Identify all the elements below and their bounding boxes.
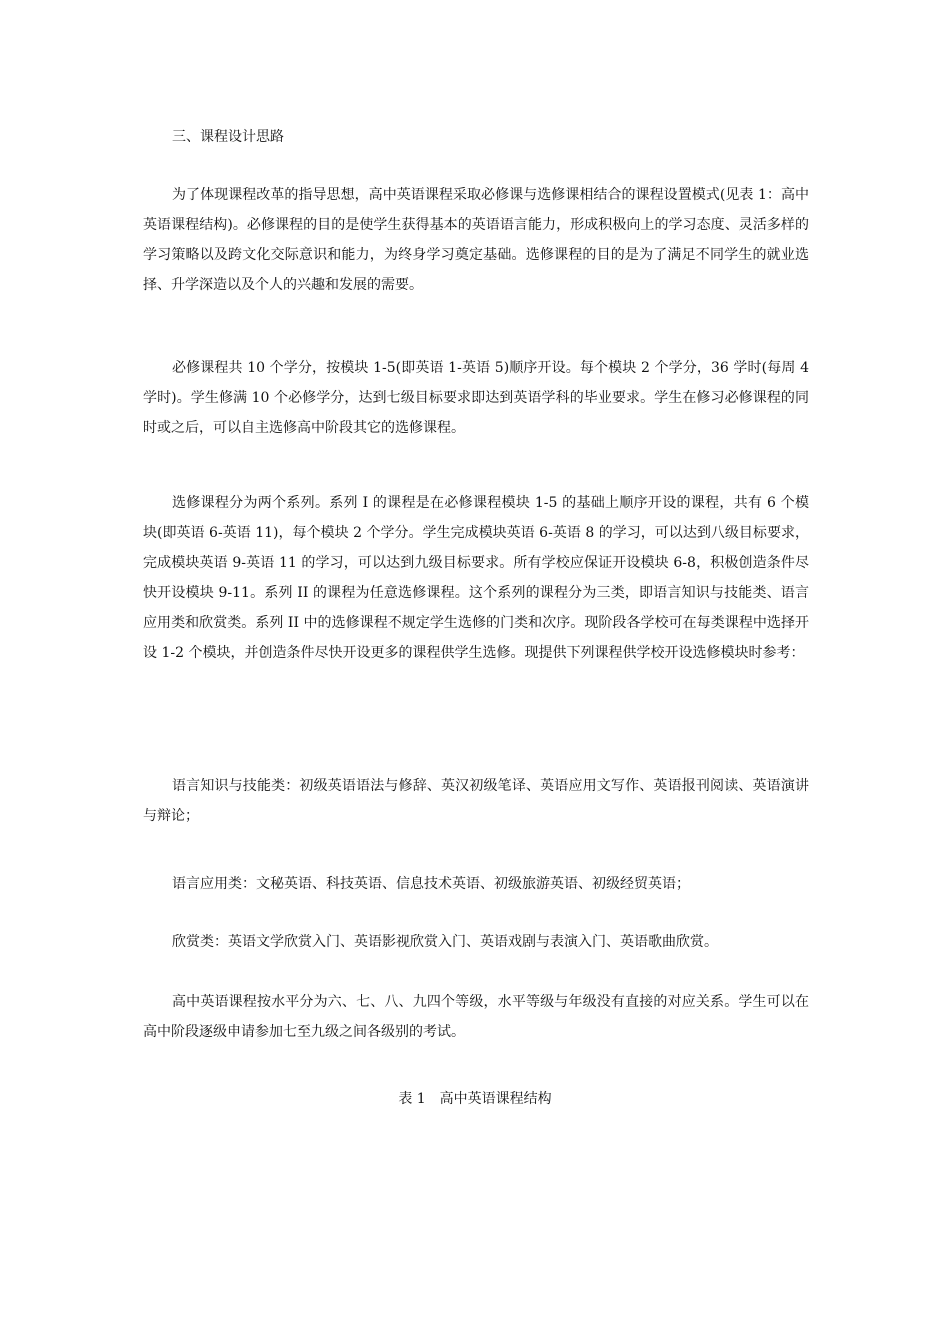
paragraph-language-skills-category: 语言知识与技能类：初级英语语法与修辞、英汉初级笔译、英语应用文写作、英语报刊阅读、英语演讲与辩论； — [143, 778, 809, 824]
section-heading: 三、课程设计思路 — [172, 129, 284, 145]
paragraph-appreciation-category: 欣赏类：英语文学欣赏入门、英语影视欣赏入门、英语戏剧与表演入门、英语歌曲欣赏。 — [172, 934, 718, 950]
paragraph-course-structure: 为了体现课程改革的指导思想，高中英语课程采取必修课与选修课相结合的课程设置模式(见表 1：高中英语课程结构)。必修课程的目的是使学生获得基本的英语语言能力，形成积极向上的学习态度、灵活多样的学习策略以及跨文化交际意识和能力，为终身学习奠定基础。选修课程的目的是为了满足不同学生的就业选择、升学深造以及个人的兴趣和发展的需要。 — [143, 187, 809, 293]
paragraph-language-application-category: 语言应用类：文秘英语、科技英语、信息技术英语、初级旅游英语、初级经贸英语； — [172, 876, 690, 892]
paragraph-required-courses: 必修课程共 10 个学分，按模块 1-5(即英语 1-英语 5)顺序开设。每个模块 2 个学分，36 学时(每周 4 学时)。学生修满 10 个必修学分，达到七级目标要求即达到英语学科的毕业要求。学生在修习必修课程的同时或之后，可以自主选修高中阶段其它的选修课程。 — [143, 360, 809, 436]
paragraph-elective-courses: 选修课程分为两个系列。系列 I 的课程是在必修课程模块 1-5 的基础上顺序开设的课程，共有 6 个模块(即英语 6-英语 11)，每个模块 2 个学分。学生完成模块英语 6-英语 8 的学习，可以达到八级目标要求，完成模块英语 9-英语 11 的学习，可以达到九级目标要求。所有学校应保证开设模块 6-8，积极创造条件尽快开设模块 9-11。系列 II 的课程为任意选修课程。这个系列的课程分为三类，即语言知识与技能类、语言应用类和欣赏类。系列 II 中的选修课程不规定学生选修的门类和次序。现阶段各学校可在每类课程中选择开设 1-2 个模块，并创造条件尽快开设更多的课程供学生选修。现提供下列课程供学校开设选修模块时参考： — [143, 495, 809, 661]
paragraph-levels: 高中英语课程按水平分为六、七、八、九四个等级，水平等级与年级没有直接的对应关系。学生可以在高中阶段逐级申请参加七至九级之间各级别的考试。 — [143, 994, 809, 1040]
table-caption: 表 1 高中英语课程结构 — [398, 1091, 552, 1107]
